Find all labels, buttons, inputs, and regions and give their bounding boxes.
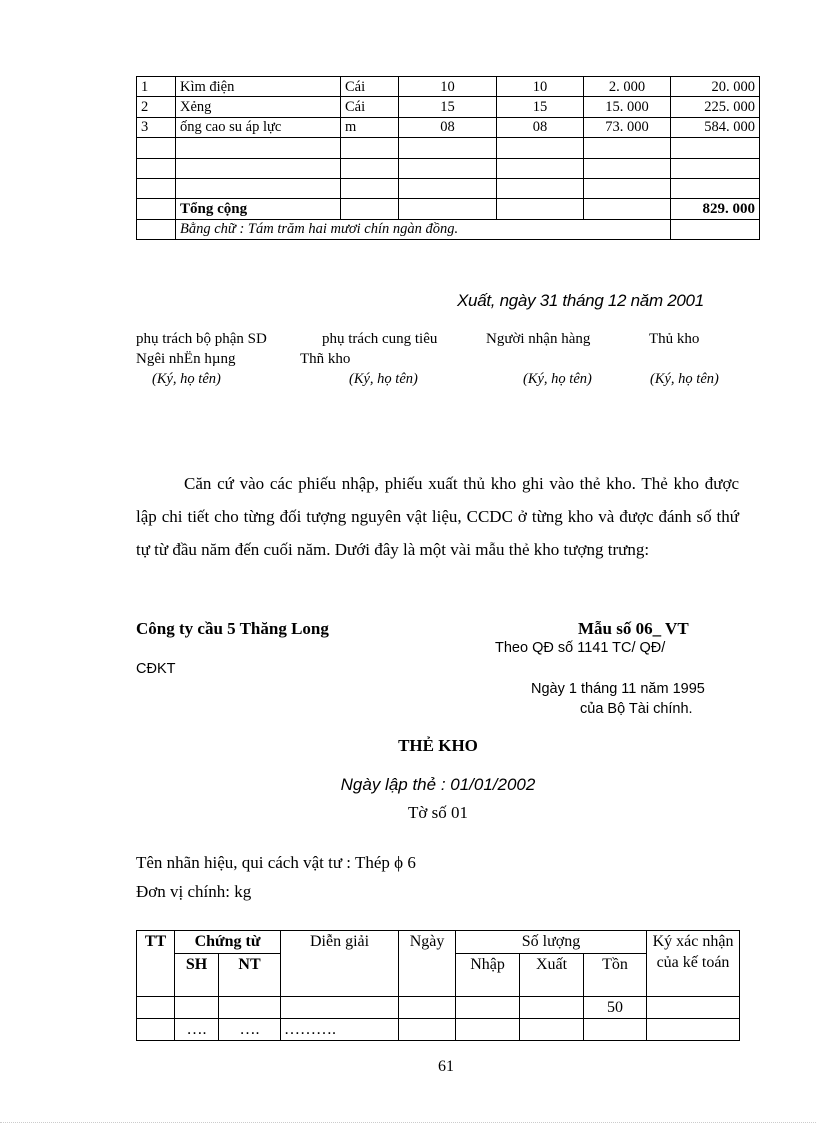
table-row xyxy=(137,1019,740,1041)
unit-price: 15. 000 xyxy=(584,97,671,117)
header-ton: Tồn xyxy=(584,954,647,997)
header-so-luong: Số lượng xyxy=(456,931,647,954)
qty-actual: 15 xyxy=(497,97,584,117)
item-unit: Cái xyxy=(341,97,399,117)
row-no: 2 xyxy=(137,97,176,117)
table-row xyxy=(137,97,760,117)
header-chung-tu: Chứng từ xyxy=(175,931,281,954)
words-row xyxy=(137,219,760,239)
material-name: Tên nhãn hiệu, qui cách vật tư : Thép ϕ 6 xyxy=(136,853,416,872)
header-sh: SH xyxy=(175,954,219,997)
form-number: Mẫu số 06_ VT xyxy=(578,619,689,638)
card-title: THẺ KHO xyxy=(398,736,478,755)
card-date: Ngày lập thẻ : 01/01/2002 xyxy=(340,775,536,794)
row-ton: 50 xyxy=(584,997,647,1019)
sign-role-storekeeper: Thủ kho xyxy=(649,331,700,347)
qty-actual: 10 xyxy=(497,77,584,97)
header-xuat: Xuất xyxy=(520,954,584,997)
sign-note-3: (Ký, họ tên) xyxy=(523,371,592,387)
qty-requested: 15 xyxy=(399,97,497,117)
item-unit: m xyxy=(341,117,399,137)
total-row xyxy=(137,199,760,219)
header-nt: NT xyxy=(219,954,281,997)
decision-date: Ngày 1 tháng 11 năm 1995 xyxy=(531,681,705,697)
qty-actual: 08 xyxy=(497,117,584,137)
amount: 20. 000 xyxy=(671,77,760,97)
empty-row xyxy=(137,178,760,198)
issue-date: Xuất, ngày 31 tháng 12 năm 2001 xyxy=(457,291,704,310)
table-row xyxy=(137,997,740,1019)
qty-requested: 08 xyxy=(399,117,497,137)
company-name: Công ty cầu 5 Thăng Long xyxy=(136,619,329,638)
sheet-number: Tờ số 01 xyxy=(408,803,468,822)
empty-row xyxy=(137,138,760,158)
qty-requested: 10 xyxy=(399,77,497,97)
cdkt-label: CĐKT xyxy=(136,661,176,677)
empty-row xyxy=(137,158,760,178)
header-nhap: Nhập xyxy=(456,954,520,997)
row-no: 1 xyxy=(137,77,176,97)
header-tt: TT xyxy=(137,931,175,997)
sign-note-4: (Ký, họ tên) xyxy=(650,371,719,387)
unit-line: Đơn vị chính: kg xyxy=(136,882,252,901)
amount: 225. 000 xyxy=(671,97,760,117)
total-label: Tổng cộng xyxy=(176,199,341,219)
item-name: Kìm điện xyxy=(176,77,341,97)
decision-ref: Theo QĐ số 1141 TC/ QĐ/ xyxy=(495,640,666,656)
unit-price: 2. 000 xyxy=(584,77,671,97)
sign-role-receiver: Người nhận hàng xyxy=(486,331,591,347)
item-name: ống cao su áp lực xyxy=(176,117,341,137)
item-name: Xẻng xyxy=(176,97,341,117)
amount: 584. 000 xyxy=(671,117,760,137)
row-sh: …. xyxy=(175,1019,219,1041)
table-row xyxy=(137,77,760,97)
row-dien-giai: ………. xyxy=(281,1019,399,1041)
amount-in-words: Bằng chữ : Tám trăm hai mươi chín ngàn đồng. xyxy=(176,219,671,239)
body-paragraph: Căn cứ vào các phiếu nhập, phiếu xuất thủ kho ghi vào thẻ kho. Thẻ kho được lập chi tiết cho từng đối tượng nguyên vật liệu, CCDC ở từng kho và được đánh số thứ tự từ đầu năm đến cuối năm. Dưới đây là một vài mẫu thẻ kho tượng trưng: xyxy=(136,474,739,559)
header-dien-giai: Diễn giải xyxy=(281,931,399,997)
total-amount: 829. 000 xyxy=(671,199,760,219)
header-ky-xac-nhan: Ký xác nhận của kế toán xyxy=(647,931,740,997)
sign-note-1: (Ký, họ tên) xyxy=(152,371,221,387)
garbled-receiver: Ngêi nhËn hµng xyxy=(136,351,236,367)
sign-role-dept: phụ trách bộ phận SD xyxy=(136,331,267,347)
item-unit: Cái xyxy=(341,77,399,97)
table-row xyxy=(137,117,760,137)
kho-card-table xyxy=(136,930,740,1041)
row-nt: …. xyxy=(219,1019,281,1041)
row-no: 3 xyxy=(137,117,176,137)
unit-price: 73. 000 xyxy=(584,117,671,137)
garbled-storekeeper: Thñ kho xyxy=(300,351,351,367)
header-ngay: Ngày xyxy=(399,931,456,997)
sign-note-2: (Ký, họ tên) xyxy=(349,371,418,387)
ministry: của Bộ Tài chính. xyxy=(580,701,693,717)
sign-role-supply: phụ trách cung tiêu xyxy=(322,331,438,347)
page-number: 61 xyxy=(438,1058,454,1075)
materials-table xyxy=(136,76,760,240)
